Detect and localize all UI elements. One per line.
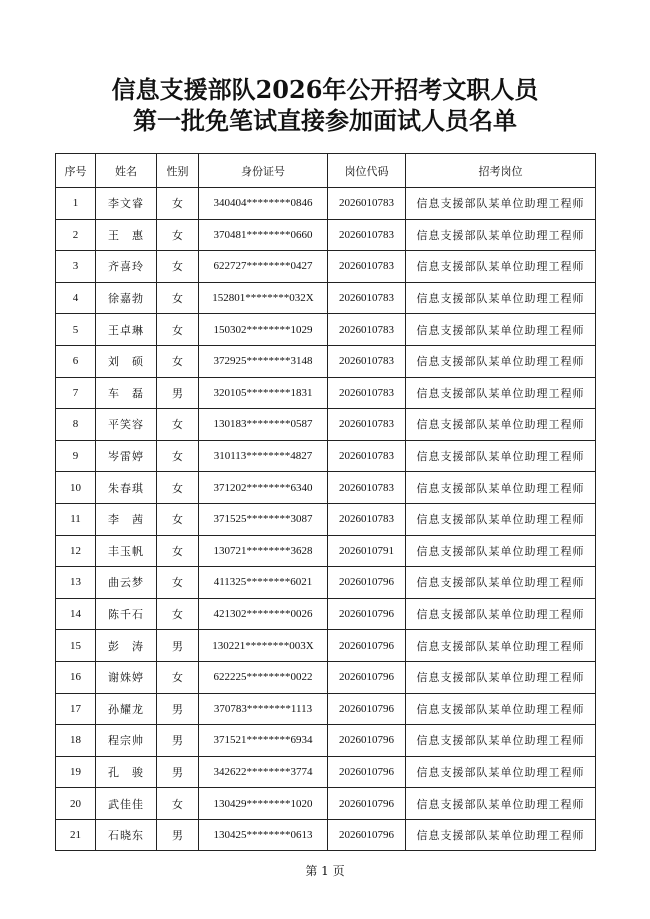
- cell-position: 信息支援部队某单位助理工程师: [406, 725, 596, 757]
- cell-position: 信息支援部队某单位助理工程师: [406, 567, 596, 599]
- cell-position: 信息支援部队某单位助理工程师: [406, 377, 596, 409]
- cell-position-code: 2026010783: [328, 409, 406, 441]
- cell-gender: 女: [157, 251, 199, 283]
- cell-gender: 男: [157, 630, 199, 662]
- cell-gender: 女: [157, 535, 199, 567]
- cell-index: 12: [56, 535, 96, 567]
- header-index: 序号: [56, 154, 96, 188]
- cell-position: 信息支援部队某单位助理工程师: [406, 282, 596, 314]
- table-row: [56, 409, 596, 441]
- cell-name: 曲云梦: [96, 567, 157, 599]
- header-gender: 性别: [157, 154, 199, 188]
- cell-gender: 女: [157, 345, 199, 377]
- cell-position-code: 2026010796: [328, 788, 406, 820]
- cell-position: 信息支援部队某单位助理工程师: [406, 693, 596, 725]
- table-body: [56, 188, 596, 851]
- cell-position-code: 2026010796: [328, 661, 406, 693]
- cell-name: 彭 涛: [96, 630, 157, 662]
- cell-id-number: 622225********0022: [199, 661, 328, 693]
- cell-name: 谢姝婷: [96, 661, 157, 693]
- cell-name: 孔 骏: [96, 756, 157, 788]
- table-row: [56, 472, 596, 504]
- cell-index: 15: [56, 630, 96, 662]
- cell-id-number: 371521********6934: [199, 725, 328, 757]
- header-row: [56, 154, 596, 188]
- cell-position: 信息支援部队某单位助理工程师: [406, 440, 596, 472]
- cell-index: 20: [56, 788, 96, 820]
- table-row: [56, 661, 596, 693]
- cell-index: 5: [56, 314, 96, 346]
- table-row: [56, 788, 596, 820]
- cell-id-number: 342622********3774: [199, 756, 328, 788]
- cell-id-number: 622727********0427: [199, 251, 328, 283]
- cell-position-code: 2026010796: [328, 819, 406, 851]
- cell-gender: 女: [157, 188, 199, 220]
- table-row: [56, 440, 596, 472]
- cell-position-code: 2026010783: [328, 314, 406, 346]
- cell-index: 4: [56, 282, 96, 314]
- cell-gender: 女: [157, 598, 199, 630]
- cell-position-code: 2026010783: [328, 503, 406, 535]
- cell-gender: 女: [157, 282, 199, 314]
- cell-id-number: 150302********1029: [199, 314, 328, 346]
- cell-id-number: 340404********0846: [199, 188, 328, 220]
- table-row: [56, 630, 596, 662]
- cell-id-number: 370783********1113: [199, 693, 328, 725]
- cell-index: 1: [56, 188, 96, 220]
- cell-name: 陈千石: [96, 598, 157, 630]
- cell-position: 信息支援部队某单位助理工程师: [406, 756, 596, 788]
- header-position-code: 岗位代码: [328, 154, 406, 188]
- table-row: [56, 377, 596, 409]
- cell-position-code: 2026010796: [328, 567, 406, 599]
- cell-position-code: 2026010796: [328, 598, 406, 630]
- cell-id-number: 372925********3148: [199, 345, 328, 377]
- cell-id-number: 130429********1020: [199, 788, 328, 820]
- cell-name: 刘 硕: [96, 345, 157, 377]
- cell-gender: 女: [157, 472, 199, 504]
- table-row: [56, 345, 596, 377]
- cell-index: 21: [56, 819, 96, 851]
- table-header: [56, 154, 596, 188]
- cell-name: 李 茜: [96, 503, 157, 535]
- cell-id-number: 310113********4827: [199, 440, 328, 472]
- table-row: [56, 725, 596, 757]
- cell-name: 齐喜玲: [96, 251, 157, 283]
- cell-position: 信息支援部队某单位助理工程师: [406, 251, 596, 283]
- cell-id-number: 371202********6340: [199, 472, 328, 504]
- cell-gender: 女: [157, 503, 199, 535]
- cell-position-code: 2026010783: [328, 472, 406, 504]
- table-row: [56, 219, 596, 251]
- table-row: [56, 282, 596, 314]
- cell-index: 6: [56, 345, 96, 377]
- cell-gender: 男: [157, 377, 199, 409]
- cell-position-code: 2026010783: [328, 282, 406, 314]
- cell-position: 信息支援部队某单位助理工程师: [406, 788, 596, 820]
- cell-position-code: 2026010791: [328, 535, 406, 567]
- cell-index: 18: [56, 725, 96, 757]
- cell-name: 王 惠: [96, 219, 157, 251]
- cell-name: 王卓琳: [96, 314, 157, 346]
- cell-index: 9: [56, 440, 96, 472]
- cell-position-code: 2026010796: [328, 756, 406, 788]
- header-id-number: 身份证号: [199, 154, 328, 188]
- cell-name: 李文睿: [96, 188, 157, 220]
- cell-gender: 女: [157, 314, 199, 346]
- cell-index: 3: [56, 251, 96, 283]
- cell-id-number: 370481********0660: [199, 219, 328, 251]
- cell-position: 信息支援部队某单位助理工程师: [406, 188, 596, 220]
- cell-position-code: 2026010796: [328, 630, 406, 662]
- cell-position: 信息支援部队某单位助理工程师: [406, 219, 596, 251]
- cell-name: 武佳佳: [96, 788, 157, 820]
- cell-position: 信息支援部队某单位助理工程师: [406, 819, 596, 851]
- table-row: [56, 693, 596, 725]
- cell-position-code: 2026010783: [328, 345, 406, 377]
- candidate-table: [55, 153, 596, 851]
- table-row: [56, 598, 596, 630]
- cell-position: 信息支援部队某单位助理工程师: [406, 630, 596, 662]
- cell-name: 岑雷婷: [96, 440, 157, 472]
- cell-position: 信息支援部队某单位助理工程师: [406, 409, 596, 441]
- cell-name: 车 磊: [96, 377, 157, 409]
- cell-name: 孙耀龙: [96, 693, 157, 725]
- cell-id-number: 130721********3628: [199, 535, 328, 567]
- cell-id-number: 421302********0026: [199, 598, 328, 630]
- cell-gender: 男: [157, 756, 199, 788]
- cell-position: 信息支援部队某单位助理工程师: [406, 503, 596, 535]
- cell-position-code: 2026010783: [328, 188, 406, 220]
- cell-gender: 男: [157, 819, 199, 851]
- cell-index: 11: [56, 503, 96, 535]
- header-position: 招考岗位: [406, 154, 596, 188]
- cell-index: 19: [56, 756, 96, 788]
- header-name: 姓名: [96, 154, 157, 188]
- document-title-line1: 信息支援部队2026年公开招考文职人员: [111, 75, 539, 104]
- cell-index: 7: [56, 377, 96, 409]
- cell-position-code: 2026010783: [328, 377, 406, 409]
- cell-index: 10: [56, 472, 96, 504]
- table-row: [56, 756, 596, 788]
- cell-gender: 女: [157, 440, 199, 472]
- cell-position-code: 2026010783: [328, 219, 406, 251]
- cell-name: 丰玉帆: [96, 535, 157, 567]
- cell-id-number: 320105********1831: [199, 377, 328, 409]
- table-row: [56, 535, 596, 567]
- cell-index: 17: [56, 693, 96, 725]
- document-title-line2: 第一批免笔试直接参加面试人员名单: [133, 106, 517, 135]
- cell-position-code: 2026010783: [328, 440, 406, 472]
- cell-gender: 男: [157, 725, 199, 757]
- cell-position: 信息支援部队某单位助理工程师: [406, 314, 596, 346]
- cell-position: 信息支援部队某单位助理工程师: [406, 661, 596, 693]
- table-row: [56, 251, 596, 283]
- cell-name: 徐嘉勃: [96, 282, 157, 314]
- cell-index: 2: [56, 219, 96, 251]
- cell-name: 平笑容: [96, 409, 157, 441]
- cell-id-number: 152801********032X: [199, 282, 328, 314]
- cell-position-code: 2026010796: [328, 693, 406, 725]
- cell-index: 14: [56, 598, 96, 630]
- cell-id-number: 130183********0587: [199, 409, 328, 441]
- cell-position-code: 2026010796: [328, 725, 406, 757]
- table-row: [56, 819, 596, 851]
- cell-gender: 女: [157, 567, 199, 599]
- cell-gender: 女: [157, 661, 199, 693]
- table-row: [56, 567, 596, 599]
- cell-position-code: 2026010783: [328, 251, 406, 283]
- cell-name: 朱春琪: [96, 472, 157, 504]
- cell-name: 程宗帅: [96, 725, 157, 757]
- cell-position: 信息支援部队某单位助理工程师: [406, 598, 596, 630]
- table-row: [56, 314, 596, 346]
- cell-id-number: 130425********0613: [199, 819, 328, 851]
- cell-position: 信息支援部队某单位助理工程师: [406, 345, 596, 377]
- cell-index: 13: [56, 567, 96, 599]
- cell-position: 信息支援部队某单位助理工程师: [406, 535, 596, 567]
- cell-id-number: 371525********3087: [199, 503, 328, 535]
- cell-position: 信息支援部队某单位助理工程师: [406, 472, 596, 504]
- cell-gender: 女: [157, 788, 199, 820]
- cell-index: 8: [56, 409, 96, 441]
- cell-name: 石晓东: [96, 819, 157, 851]
- cell-gender: 女: [157, 219, 199, 251]
- cell-gender: 女: [157, 409, 199, 441]
- cell-id-number: 411325********6021: [199, 567, 328, 599]
- cell-gender: 男: [157, 693, 199, 725]
- table-row: [56, 503, 596, 535]
- cell-id-number: 130221********003X: [199, 630, 328, 662]
- page-number: 第 1 页: [305, 864, 345, 878]
- cell-index: 16: [56, 661, 96, 693]
- table-row: [56, 188, 596, 220]
